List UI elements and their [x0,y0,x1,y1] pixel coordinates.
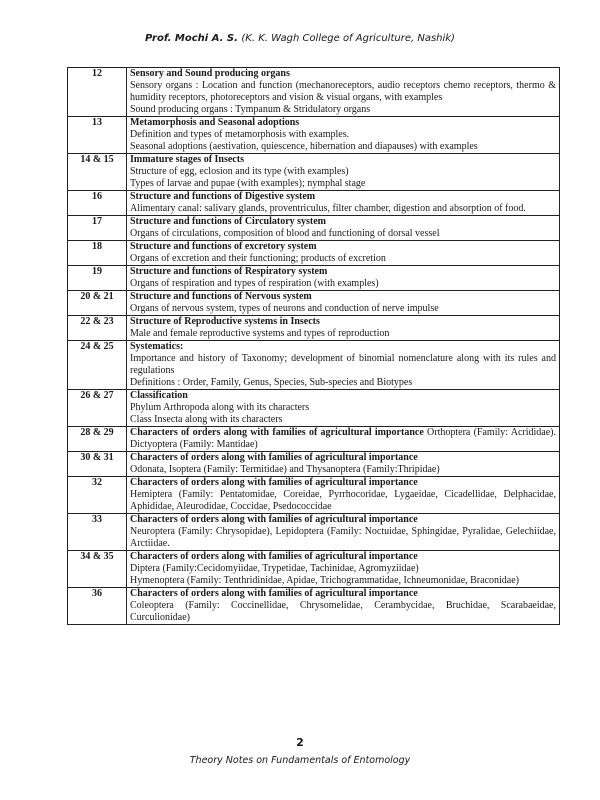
lecture-topic-title: Characters of orders along with families of agricultural importance [130,427,424,438]
lecture-topic-title: Characters of orders along with families of agricultural importance [130,514,418,525]
lecture-detail-line: Sensory organs : Location and function (mechanoreceptors, audio receptors chemo receptors, thermo & humidity receptors, photoreceptors and vision & visual organs, with examples [130,80,556,103]
table-row [68,216,560,241]
lecture-topic [130,316,556,328]
lecture-number: 26 & 27 [68,390,127,427]
lecture-detail-line: Hemiptera (Family: Pentatomidae, Coreidae, Pyrrhocoridae, Lygaeidae, Cicadellidae, Delphacidae, Aphididae, Aleurodidae, Coccidae, Psedococcidae [130,489,556,512]
table-row [68,427,560,452]
lecture-number: 20 & 21 [68,291,127,316]
table-row [68,588,560,625]
lecture-content [127,390,560,427]
lecture-topic [130,117,556,129]
lecture-topic-inline-detail: Orthoptera (Family: Acrididae). Dictyoptera (Family: Mantidae) [130,427,556,450]
lecture-topic [130,551,556,563]
lecture-detail-line: Alimentary canal: salivary glands, proventriculus, filter chamber, digestion and absorption of food. [130,203,526,214]
lecture-number: 24 & 25 [68,341,127,390]
lecture-topic-title: Characters of orders along with families of agricultural importance [130,452,418,463]
lecture-detail-line: Structure of egg, eclosion and its type (with examples) [130,166,349,177]
lecture-number: 34 & 35 [68,551,127,588]
lecture-content [127,117,560,154]
lecture-topic [130,291,556,303]
lecture-topic [130,452,556,464]
table-row [68,191,560,216]
lecture-topic [130,514,556,526]
lecture-number: 33 [68,514,127,551]
lecture-number: 22 & 23 [68,316,127,341]
page-number: 2 [296,736,304,749]
footer-title: Theory Notes on Fundamentals of Entomology [189,755,411,766]
lecture-detail-line: Definition and types of metamorphosis with examples. [130,129,350,140]
lecture-topic-title: Structure and functions of Nervous system [130,291,312,302]
lecture-detail-line: Hymenoptera (Family: Tenthridinidae, Apidae, Trichogrammatidae, Ichneumonidae, Braconidae) [130,575,520,586]
lecture-number: 14 & 15 [68,154,127,191]
lecture-detail-line: Odonata, Isoptera (Family: Termitidae) and Thysanoptera (Family:Thripidae) [130,464,440,475]
table-row [68,68,560,117]
table-row [68,341,560,390]
lecture-topic-title: Structure and functions of Respiratory system [130,266,328,277]
lecture-topic-title: Structure of Reproductive systems in Insects [130,316,320,327]
lecture-number: 16 [68,191,127,216]
lecture-topic [130,68,556,80]
table-row [68,117,560,154]
table-row [68,266,560,291]
lecture-content [127,154,560,191]
lecture-topic-title: Structure and functions of excretory system [130,241,317,252]
lecture-detail-line: Definitions : Order, Family, Genus, Species, Sub-species and Biotypes [130,377,413,388]
lecture-topic [130,477,556,489]
lecture-detail-line: Types of larvae and pupae (with examples); nymphal stage [130,178,366,189]
syllabus-table-body [68,68,560,625]
lecture-content [127,291,560,316]
lecture-detail-line: Neuroptera (Family: Chrysopidae), Lepidoptera (Family: Noctuidae, Sphingidae, Pyralidae, Gelechiidae, Arctiidae. [130,526,556,549]
lecture-number: 13 [68,117,127,154]
lecture-topic-title: Immature stages of Insects [130,154,244,165]
syllabus-table [67,67,560,625]
table-row [68,154,560,191]
lecture-detail-line: Organs of excretion and their functioning; products of excretion [130,253,386,264]
lecture-detail-line: Male and female reproductive systems and types of reproduction [130,328,390,339]
lecture-number: 12 [68,68,127,117]
header-author: Prof. Mochi A. S. [145,33,238,44]
lecture-detail-line: Diptera (Family:Cecidomyiidae, Trypetidae, Tachinidae, Agromyziidae) [130,563,419,574]
table-row [68,477,560,514]
page-header [0,33,600,44]
lecture-topic [130,390,556,402]
lecture-content [127,588,560,625]
lecture-topic [130,154,556,166]
lecture-content [127,452,560,477]
lecture-topic [130,241,556,253]
lecture-topic [130,266,556,278]
lecture-content [127,477,560,514]
lecture-topic-title: Systematics: [130,341,184,352]
table-row [68,241,560,266]
lecture-content [127,427,560,452]
lecture-topic-title: Characters of orders along with families of agricultural importance [130,477,418,488]
table-row [68,316,560,341]
lecture-detail-line: Organs of respiration and types of respiration (with examples) [130,278,379,289]
lecture-topic [130,427,556,451]
lecture-detail-line: Organs of circulations, composition of blood and functioning of dorsal vessel [130,228,440,239]
lecture-topic-title: Characters of orders along with families of agricultural importance [130,588,418,599]
lecture-detail-line: Importance and history of Taxonomy; development of binomial nomenclature along with its rules and regulations [130,353,556,376]
lecture-detail-line: Seasonal adoptions (aestivation, quiescence, hibernation and diapauses) with examples [130,141,478,152]
lecture-detail-line: Class Insecta along with its characters [130,414,283,425]
lecture-number: 17 [68,216,127,241]
table-row [68,390,560,427]
lecture-detail-line: Sound producing organs : Tympanum & Stridulatory organs [130,104,371,115]
lecture-number: 36 [68,588,127,625]
lecture-detail-line: Organs of nervous system, types of neurons and conduction of nerve impulse [130,303,439,314]
lecture-topic-title: Sensory and Sound producing organs [130,68,290,79]
lecture-topic [130,216,556,228]
lecture-topic [130,341,556,353]
lecture-detail-line: Phylum Arthropoda along with its characters [130,402,310,413]
lecture-topic [130,191,556,203]
lecture-topic [130,588,556,600]
table-row [68,291,560,316]
lecture-content [127,241,560,266]
lecture-detail-line: Coleoptera (Family: Coccinellidae, Chrysomelidae, Cerambycidae, Bruchidae, Scarabaeidae, Curculionidae) [130,600,556,623]
lecture-number: 28 & 29 [68,427,127,452]
lecture-number: 18 [68,241,127,266]
lecture-number: 32 [68,477,127,514]
lecture-content [127,341,560,390]
table-row [68,452,560,477]
table-row [68,551,560,588]
lecture-topic-title: Metamorphosis and Seasonal adoptions [130,117,300,128]
header-affiliation: (K. K. Wagh College of Agriculture, Nashik) [241,33,455,44]
lecture-content [127,316,560,341]
lecture-content [127,551,560,588]
lecture-number: 30 & 31 [68,452,127,477]
lecture-topic-title: Structure and functions of Digestive system [130,191,316,202]
lecture-content [127,191,560,216]
table-row [68,514,560,551]
lecture-topic-title: Characters of orders along with families of agricultural importance [130,551,418,562]
lecture-content [127,68,560,117]
lecture-topic-title: Classification [130,390,188,401]
lecture-content [127,266,560,291]
lecture-topic-title: Structure and functions of Circulatory system [130,216,327,227]
lecture-number: 19 [68,266,127,291]
lecture-content [127,514,560,551]
lecture-content [127,216,560,241]
